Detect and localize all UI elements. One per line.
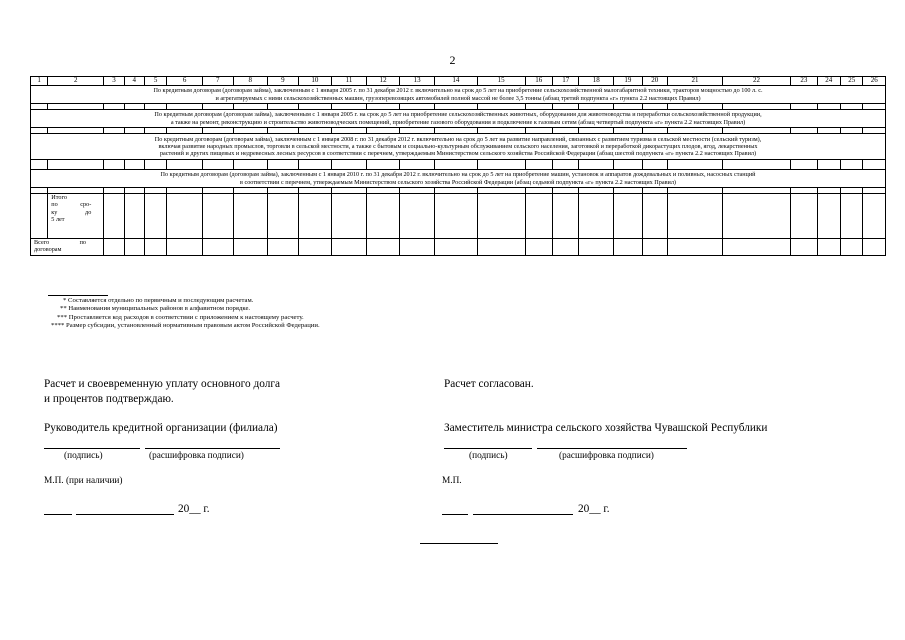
grand-total-label (31, 239, 104, 256)
column-number: 21 (668, 77, 723, 86)
section-heading-line: включая развитие народных промыслов, торговли в сельской местности, а также с бытовым и социально-культурным обслуживанием сельского населения, заготовкой и переработкой дикорастущих плодов, ягод, лекарственных (158, 142, 758, 150)
bank-date-month-line (76, 514, 174, 515)
empty-cell (144, 160, 166, 170)
empty-cell (400, 194, 435, 239)
bottom-rule (420, 543, 498, 544)
empty-cell (642, 194, 667, 239)
section-heading-line: в соответствии с перечнем, утверждаемым Министерством сельского хозяйства Российской Федерации (абзац седьмой подпункта «г» пункта 2.2 настоящих Правил) (240, 178, 676, 186)
section-heading-row (31, 110, 886, 128)
empty-cell (791, 160, 817, 170)
section-heading (31, 170, 886, 188)
subtotal-label-line: Итого (51, 194, 67, 201)
empty-cell (525, 239, 552, 256)
empty-cell (104, 239, 124, 256)
empty-cell (366, 160, 400, 170)
empty-cell (525, 194, 552, 239)
empty-cell (863, 194, 886, 239)
section-heading-line: и агрегатируемых с ними сельскохозяйственных машин, грузоперевозящих автомобилей полной массой не более 3,5 тонны (абзац третий подпункта «г» пункта 2.2 настоящих Правил) (215, 94, 701, 102)
ministry-signature-label: (подпись) (469, 451, 508, 461)
empty-cell (434, 160, 477, 170)
ministry-stamp-label: М.П. (442, 476, 462, 486)
section-heading-row (31, 134, 886, 160)
subsidy-calculation-table (30, 76, 886, 256)
column-number: 10 (298, 77, 332, 86)
grand-total-row (31, 239, 886, 256)
empty-cell (863, 239, 886, 256)
empty-cell (202, 160, 233, 170)
empty-cell (817, 239, 840, 256)
column-number: 24 (817, 77, 840, 86)
grand-total-label-line: договорам (34, 246, 62, 254)
agreed-text: Расчет согласован. (444, 378, 534, 390)
empty-cell (817, 160, 840, 170)
empty-cell (614, 239, 643, 256)
column-number: 8 (233, 77, 268, 86)
column-number: 16 (525, 77, 552, 86)
empty-cell (400, 239, 435, 256)
column-number: 14 (434, 77, 477, 86)
column-number: 3 (104, 77, 124, 86)
empty-cell (268, 194, 299, 239)
column-number: 19 (614, 77, 643, 86)
empty-cell (233, 160, 268, 170)
empty-cell (525, 160, 552, 170)
empty-cell (332, 160, 367, 170)
empty-cell (642, 160, 667, 170)
column-number: 15 (477, 77, 525, 86)
empty-cell (791, 239, 817, 256)
empty-cell (144, 194, 166, 239)
empty-cell (434, 194, 477, 239)
column-number: 6 (167, 77, 203, 86)
column-number: 26 (863, 77, 886, 86)
section-heading-line: а также на ремонт, реконструкцию и строительство животноводческих помещений, приобретение газового оборудования и подключение к газовым сетям (абзац четвертый подпункта «г» пункта 2.2 настоящих Правил) (170, 118, 746, 126)
footnote-2: ** Наименования муниципальных районов в алфавитном порядке. (60, 305, 251, 313)
empty-cell (48, 160, 104, 170)
empty-cell (167, 160, 203, 170)
empty-cell (233, 194, 268, 239)
grand-total-label-line: Всего по (34, 239, 86, 246)
bank-signature-label: (подпись) (64, 451, 103, 461)
empty-cell (553, 160, 579, 170)
empty-cell (167, 239, 203, 256)
empty-cell (31, 194, 48, 239)
empty-cell (668, 160, 723, 170)
column-number: 7 (202, 77, 233, 86)
section-heading-line: По кредитным договорам (договорам займа), заключенным с 1 января 2010 г. по 31 декабря 2012 г. включительно на срок до 5 лет на приобретение машин, установок и аппаратов дождевальных и поливных, насосных станций (160, 171, 756, 179)
subtotal-label-line: по сро- (51, 201, 92, 209)
column-number: 9 (268, 77, 299, 86)
empty-cell (202, 239, 233, 256)
bank-decode-label: (расшифровка подписи) (149, 451, 244, 461)
empty-cell (167, 194, 203, 239)
empty-cell (722, 239, 790, 256)
empty-cell (298, 239, 332, 256)
footnote-4: **** Размер субсидии, установленный нормативным правовым актом Российской Федерации. (51, 321, 320, 329)
empty-cell (642, 239, 667, 256)
column-number: 4 (124, 77, 144, 86)
page-number: 2 (449, 53, 456, 67)
column-number: 2 (48, 77, 104, 86)
section-heading-line: По кредитным договорам (договорам займа), заключенным с 1 января 2008 г. по 31 декабря 2012 г. включительно на срок до 5 лет на развитие направлений, связанных с развитием туризма в сельской местности (сельский туризм), (154, 135, 762, 143)
empty-cell (722, 160, 790, 170)
section-heading-line: По кредитным договорам (договорам займа), заключенным с 1 января 2005 г. по 31 декабря 2012 г. включительно на срок до 5 лет на приобретение сельскохозяйственной малогабаритной техники, тракторов мощностью до 100 л. с. (153, 87, 763, 95)
footnote-1: * Составляется отдельно по первичным и последующим расчетам. (63, 297, 254, 304)
section-heading-line: По кредитным договорам (договорам займа), заключенным с 1 января 2005 г. на срок до 5 лет на приобретение сельскохозяйственных животных, оборудования для животноводства и переработки сельскохозяйственной продукции, (154, 111, 762, 119)
empty-cell (668, 194, 723, 239)
empty-cell (841, 239, 863, 256)
empty-cell (817, 194, 840, 239)
empty-cell (268, 239, 299, 256)
empty-cell (366, 239, 400, 256)
column-number: 5 (144, 77, 166, 86)
column-number: 20 (642, 77, 667, 86)
section-heading (31, 110, 886, 128)
empty-cell (124, 239, 144, 256)
empty-cell (332, 194, 367, 239)
column-number: 18 (579, 77, 614, 86)
empty-cell (202, 194, 233, 239)
empty-cell (233, 239, 268, 256)
bank-date-year: 20__ г. (178, 503, 210, 515)
empty-cell (124, 160, 144, 170)
empty-cell (579, 239, 614, 256)
column-number: 22 (722, 77, 790, 86)
column-number: 23 (791, 77, 817, 86)
bank-decode-line (145, 448, 280, 449)
section-heading (31, 134, 886, 160)
ministry-date-day-line (442, 514, 468, 515)
bank-date-day-line (44, 514, 72, 515)
deputy-minister-title: Заместитель министра сельского хозяйства Чувашской Республики (444, 422, 768, 434)
ministry-date-month-line (473, 514, 573, 515)
empty-cell (477, 239, 525, 256)
ministry-decode-line (537, 448, 687, 449)
subtotal-label-line: ку до (51, 208, 92, 216)
empty-cell (332, 239, 367, 256)
column-number: 12 (366, 77, 400, 86)
empty-cell (614, 194, 643, 239)
section-heading-row (31, 86, 886, 104)
empty-cell (104, 194, 124, 239)
empty-cell (366, 194, 400, 239)
empty-cell (434, 239, 477, 256)
subtotal-label (48, 194, 104, 239)
empty-cell (841, 160, 863, 170)
empty-cell (553, 194, 579, 239)
empty-cell (553, 239, 579, 256)
ministry-decode-label: (расшифровка подписи) (559, 451, 654, 461)
column-number: 25 (841, 77, 863, 86)
empty-cell (31, 160, 48, 170)
empty-cell (579, 194, 614, 239)
section-data-row (31, 160, 886, 170)
empty-cell (863, 160, 886, 170)
column-number: 1 (31, 77, 48, 86)
section-heading (31, 86, 886, 104)
empty-cell (477, 160, 525, 170)
bank-signature-line (44, 448, 140, 449)
section-heading-row (31, 170, 886, 188)
footnotes (45, 297, 320, 330)
empty-cell (298, 194, 332, 239)
empty-cell (722, 194, 790, 239)
column-number: 11 (332, 77, 367, 86)
subtotal-label-line: 5 лет (51, 215, 65, 223)
empty-cell (144, 239, 166, 256)
subtotal-row (31, 194, 886, 239)
column-number-row (31, 77, 886, 86)
empty-cell (477, 194, 525, 239)
footnote-rule (48, 295, 108, 296)
empty-cell (841, 194, 863, 239)
ministry-signature-line (444, 448, 532, 449)
section-heading-line: растений и других пищевых и недревесных лесных ресурсов в соответствии с перечнем, утверждаемым Министерством сельского хозяйства Российской Федерации (абзац шестой подпункта «г» пункта 2.2 настоящих Правил) (159, 150, 757, 158)
column-number: 13 (400, 77, 435, 86)
empty-cell (104, 160, 124, 170)
empty-cell (579, 160, 614, 170)
empty-cell (124, 194, 144, 239)
footnote-3: *** Проставляется код расходов в соответствии с приложением к настоящему расчету. (57, 313, 304, 321)
empty-cell (614, 160, 643, 170)
empty-cell (268, 160, 299, 170)
column-number: 17 (553, 77, 579, 86)
bank-stamp-label: М.П. (при наличии) (44, 476, 123, 486)
confirm-text-line-1: Расчет и своевременную уплату основного долга (44, 378, 280, 390)
empty-cell (668, 239, 723, 256)
empty-cell (791, 194, 817, 239)
empty-cell (298, 160, 332, 170)
confirm-text-line-2: и процентов подтверждаю. (44, 393, 174, 405)
bank-head-title: Руководитель кредитной организации (филиала) (44, 422, 278, 434)
empty-cell (400, 160, 435, 170)
ministry-date-year: 20__ г. (578, 503, 610, 515)
